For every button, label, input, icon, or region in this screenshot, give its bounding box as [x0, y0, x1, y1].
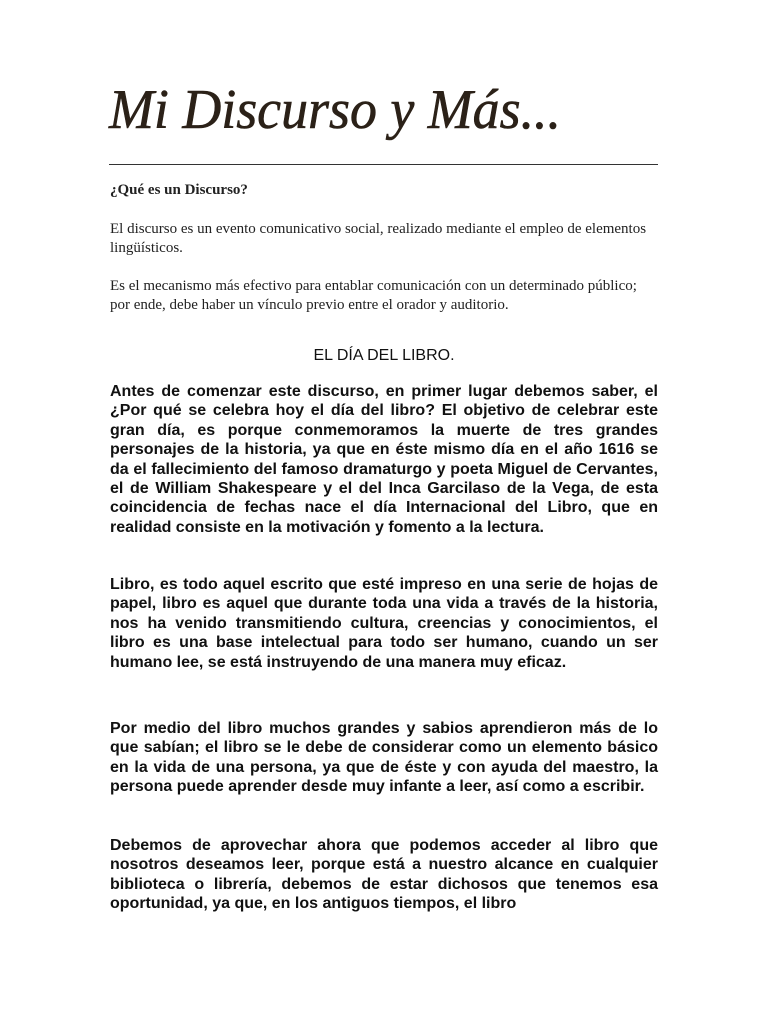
- speech-paragraph-3: Por medio del libro muchos grandes y sabios aprendieron más de lo que sabían; el libro se le debe de considerar como un elemento básico en la vida de una persona, ya que de éste y con ayuda del maestro, la persona puede aprender desde muy infante a leer, así como a escribir.: [110, 720, 658, 796]
- intro-question: ¿Qué es un Discurso?: [110, 182, 248, 198]
- intro-paragraph-2: Es el mecanismo más efectivo para entablar comunicación con un determinado público; por ende, debe haber un vínculo previo entre el orador y auditorio.: [110, 278, 637, 313]
- speech-title: EL DÍA DEL LIBRO.: [313, 347, 455, 364]
- title-banner-svg: [107, 72, 667, 152]
- page-title: Mi Discurso y Más...: [108, 79, 562, 141]
- speech-paragraph-2: Libro, es todo aquel escrito que esté impreso en una serie de hojas de papel, libro es aquel que durante toda una vida a través de la historia, nos ha venido transmitiendo cultura, creencias y conocimientos, el libro es una base intelectual para todo ser humano, cuando un ser humano lee, se está instruyendo de una manera muy eficaz.: [110, 576, 658, 671]
- title-banner: [107, 72, 667, 152]
- title-divider: [109, 164, 658, 165]
- speech-paragraph-4: Debemos de aprovechar ahora que podemos acceder al libro que nosotros deseamos leer, porque está a nuestro alcance en cualquier biblioteca o librería, debemos de estar dichosos que tenemos esa oportunidad, ya que, en los antiguos tiempos, el libro: [110, 837, 658, 913]
- speech-paragraph-1: Antes de comenzar este discurso, en primer lugar debemos saber, el ¿Por qué se celebra hoy el día del libro? El objetivo de celebrar este gran día, es porque conmemoramos la muerte de tres grandes personajes de la historia, ya que en éste mismo día en el año 1616 se da el fallecimiento del famoso dramaturgo y poeta Miguel de Cervantes, el de William Shakespeare y el del Inca Garcilaso de la Vega, de esta coincidencia de fechas nace el día Internacional del Libro, que en realidad consiste en la motivación y fomento a la lectura.: [110, 383, 658, 536]
- intro-paragraph-1: El discurso es un evento comunicativo social, realizado mediante el empleo de elementos lingüísticos.: [110, 221, 647, 256]
